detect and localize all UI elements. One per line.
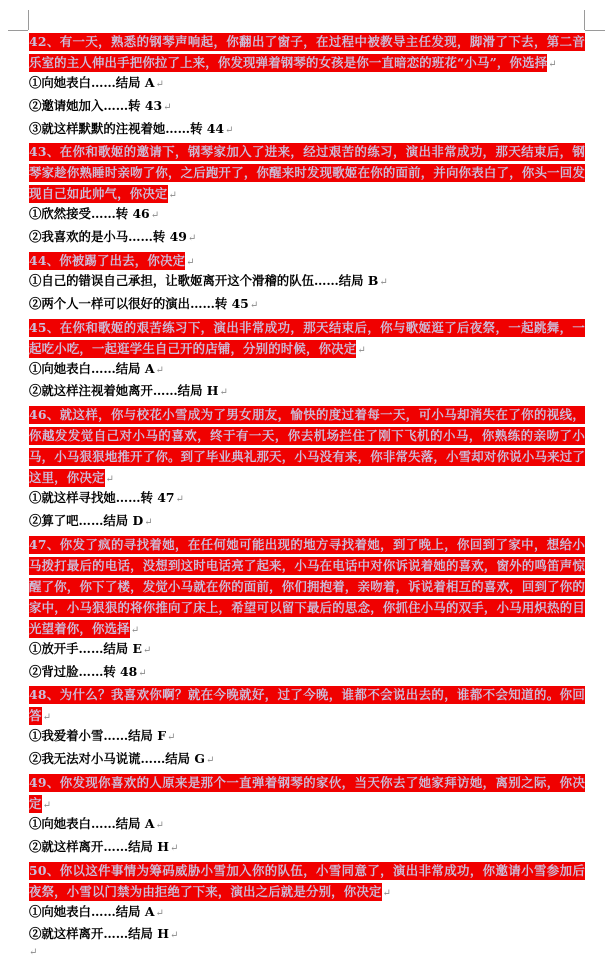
story-paragraph <box>29 31 585 73</box>
option-line <box>29 73 585 96</box>
option-line <box>29 488 585 511</box>
paragraph-text: 48、为什么？我喜欢你啊？就在今晚就好，过了今晚，谁都不会说出去的，谁都不会知道的。你回答 <box>29 687 585 724</box>
paragraph-text: 42、有一天，熟悉的钢琴声响起，你翻出了窗子，在过程中被教导主任发现，脚滑了下去，第二音乐室的主人伸出手把你拉了上来，你发现弹着钢琴的女孩是你一直暗恋的班花“小马”，你选择 <box>29 34 585 70</box>
paragraph-mark-icon: ↵ <box>382 887 391 899</box>
paragraph-mark-icon: ↵ <box>357 344 366 356</box>
block-46 <box>29 404 585 534</box>
option-line <box>29 96 585 119</box>
option-line <box>29 924 585 947</box>
option-line <box>29 294 585 317</box>
option-line <box>29 119 585 142</box>
option-line <box>29 381 585 404</box>
option-line <box>29 662 585 685</box>
paragraph-mark-icon: ↵ <box>225 124 234 136</box>
paragraph-text: 44、你被踢了出去，你决定 <box>29 252 186 268</box>
option-text: ①自己的错误自己承担，让歌姬离开这个滑稽的队伍……结局 B <box>29 272 379 288</box>
paragraph-mark-icon: ↵ <box>155 79 164 90</box>
option-line <box>29 511 585 534</box>
option-line <box>29 639 585 662</box>
paragraph-mark-icon: ↵ <box>167 732 176 744</box>
option-text: ②我喜欢的是小马……转 49 <box>29 229 187 245</box>
option-text: ①我爱着小雪……结局 F <box>29 728 167 744</box>
paragraph-text: 49、你发现你喜欢的人原来是那个一直弹着钢琴的家伙，当天你去了她家拜访她，离别之际，你决定 <box>29 774 585 811</box>
option-text: ②邀请她加入……转 43 <box>29 97 163 113</box>
paragraph-mark-icon: ↵ <box>163 101 172 113</box>
paragraph-mark-icon: ↵ <box>155 907 164 919</box>
option-line <box>29 227 585 250</box>
crop-mark-tl-v <box>28 10 29 30</box>
block-45 <box>29 317 585 405</box>
option-text: ②就这样离开……结局 H <box>29 838 169 854</box>
option-line <box>29 726 585 749</box>
paragraph-mark-icon: ↵ <box>42 799 51 811</box>
story-paragraph <box>29 141 585 204</box>
document-body <box>29 31 585 958</box>
block-43 <box>29 141 585 250</box>
option-text: ①向她表白……结局 A <box>29 360 155 376</box>
crop-mark-tr-h <box>585 30 605 31</box>
paragraph-mark-icon: ↵ <box>130 624 140 636</box>
paragraph-mark-icon: ↵ <box>138 667 147 679</box>
paragraph-text: 46、就这样，你与校花小雪成为了男女朋友，愉快的度过着每一天，可小马却消失在了你的视线，你越发发觉自己对小马的喜欢，终于有一天，你去机场拦住了刚下飞机的小马，你熟练的亲吻了小马，小马狠狠地推开了你。到了毕业典礼那天，小马没有来，你非常失落，小雪却对你说小马来过了这里，你决定 <box>29 407 585 486</box>
paragraph-mark-icon: ↵ <box>155 819 164 831</box>
paragraph-mark-icon: ↵ <box>155 364 164 376</box>
crop-mark-tr-v <box>584 10 585 30</box>
option-line <box>29 271 585 294</box>
option-text: ②就这样注视着她离开……结局 H <box>29 383 219 399</box>
paragraph-mark-icon: ↵ <box>169 842 179 854</box>
paragraph-text: 45、在你和歌姬的艰苦练习下，演出非常成功，那天结束后，你与歌姬逛了后夜祭，一起跳舞，一起吃小吃，一起逛学生自己开的店铺，分别的时候，你决定 <box>29 319 585 356</box>
option-text: ②算了吧……结局 D <box>29 512 144 528</box>
paragraph-mark-icon: ↵ <box>42 712 51 724</box>
option-text: ①向她表白……结局 A <box>29 75 155 90</box>
option-line <box>29 204 585 227</box>
option-line <box>29 359 585 382</box>
story-paragraph <box>29 684 585 726</box>
option-text: ②就这样离开……结局 H <box>29 926 169 942</box>
block-50 <box>29 860 585 948</box>
option-line <box>29 902 585 925</box>
option-text: ①放开手……结局 E <box>29 640 142 656</box>
paragraph-mark-icon: ↵ <box>29 947 38 958</box>
story-paragraph <box>29 534 585 639</box>
paragraph-mark-icon: ↵ <box>168 190 177 202</box>
block-44 <box>29 250 585 317</box>
block-42 <box>29 31 585 141</box>
paragraph-mark-icon: ↵ <box>142 644 152 656</box>
story-paragraph <box>29 250 585 271</box>
option-text: ①就这样寻找她……转 47 <box>29 490 175 506</box>
paragraph-text: 50、你以这件事情为筹码威胁小雪加入你的队伍，小雪同意了，演出非常成功，你邀请小雪参加后夜祭，小雪以门禁为由拒绝了下来，演出之后就是分别，你决定 <box>29 862 585 899</box>
block-48 <box>29 684 585 772</box>
paragraph-mark-icon: ↵ <box>219 387 228 399</box>
paragraph-mark-icon: ↵ <box>150 210 160 222</box>
paragraph-mark-icon: ↵ <box>144 516 153 528</box>
paragraph-mark-icon: ↵ <box>379 276 388 288</box>
option-line <box>29 814 585 837</box>
block-47 <box>29 534 585 685</box>
paragraph-text: 47、你发了疯的寻找着她，在任何她可能出现的地方寻找着她，到了晚上，你回到了家中，想给小马拨打最后的电话，没想到这时电话亮了起来，小马在电话中对你诉说着她的喜欢，窗外的鸣笛声惊醒了你，你下了楼，发觉小马就在你的面前，你们拥抱着，亲吻着，诉说着相互的喜欢，回到了你的家中，小马狠狠的将你推向了床上，希望可以留下最后的思念，你抓住小马的双手，小马用炽热的目光望着你，你选择 <box>29 536 585 636</box>
story-paragraph <box>29 317 585 359</box>
paragraph-mark-icon: ↵ <box>548 59 557 70</box>
paragraph-text: 43、在你和歌姬的邀请下，钢琴家加入了进来，经过艰苦的练习，演出非常成功，那天结束后，钢琴家趁你熟睡时亲吻了你，之后跑开了，你醒来时发现歌姬在你的面前，并向你表白了，你头一回发现自己如此帅气，你决定 <box>29 144 585 202</box>
option-text: ②两个人一样可以很好的演出……转 45 <box>29 295 249 311</box>
option-text: ①向她表白……结局 A <box>29 815 155 831</box>
option-text: ②我无法对小马说谎……结局 G <box>29 751 205 767</box>
paragraph-mark-icon: ↵ <box>169 930 179 942</box>
paragraph-mark-icon: ↵ <box>249 299 259 311</box>
block-49 <box>29 772 585 860</box>
option-text: ①向她表白……结局 A <box>29 903 155 919</box>
option-line <box>29 749 585 772</box>
paragraph-mark-icon: ↵ <box>175 494 184 506</box>
story-paragraph <box>29 860 585 902</box>
option-text: ①欣然接受……转 46 <box>29 206 150 222</box>
paragraph-mark-icon: ↵ <box>186 256 195 268</box>
paragraph-mark-icon: ↵ <box>105 474 114 486</box>
paragraph-mark-icon: ↵ <box>187 233 197 245</box>
story-paragraph <box>29 772 585 814</box>
paragraph-mark-icon: ↵ <box>205 755 215 767</box>
crop-mark-tl-h <box>8 30 28 31</box>
story-paragraph <box>29 404 585 488</box>
option-line <box>29 837 585 860</box>
option-text: ②背过脸……转 48 <box>29 663 138 679</box>
option-text: ③就这样默默的注视着她……转 44 <box>29 120 225 136</box>
